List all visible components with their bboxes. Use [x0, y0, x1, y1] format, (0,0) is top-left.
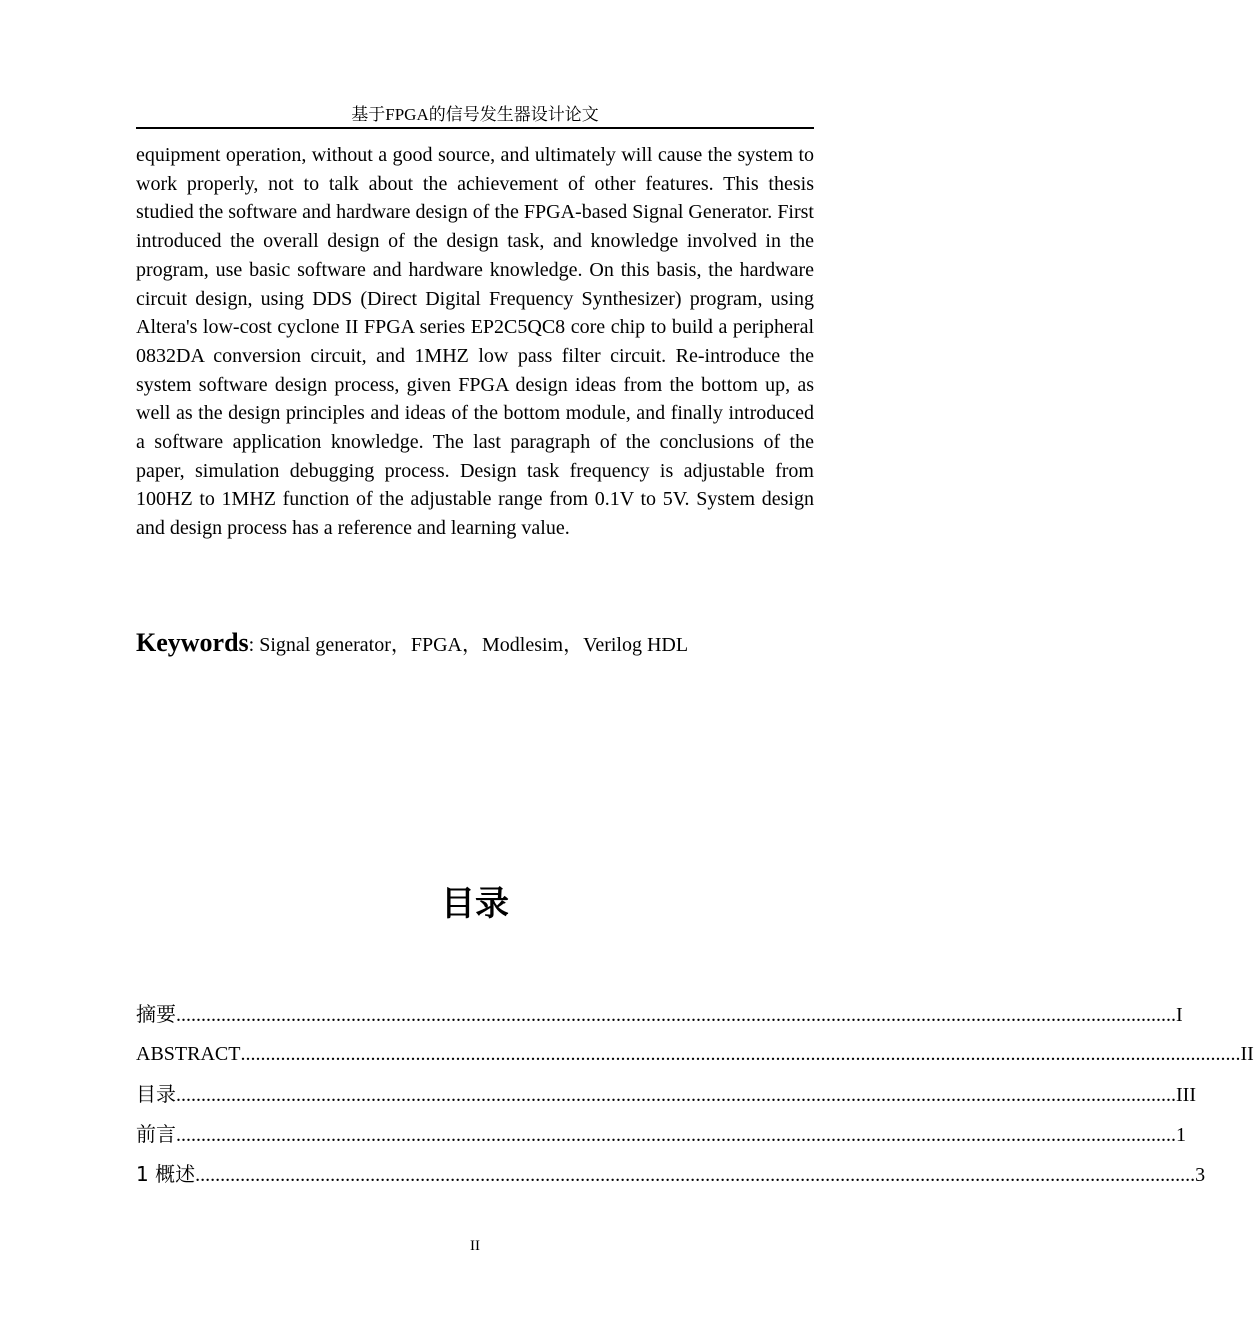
toc-leader-dots: ........................................................................................................................................................................................................ [240, 1043, 1241, 1065]
toc-leader-dots: ........................................................................................................................................................................................................ [176, 1004, 1176, 1026]
toc-entry-abstract-en[interactable] [136, 1038, 1254, 1078]
table-of-contents [136, 998, 1254, 1198]
toc-entry-page: III [1176, 1084, 1196, 1106]
keywords-label: Keywords [136, 628, 249, 657]
toc-entry-label: 前言 [136, 1122, 176, 1146]
keywords-line [136, 626, 814, 662]
page-number: II [470, 1238, 480, 1254]
keywords-separator: : [248, 634, 260, 656]
toc-entry-label: 摘要 [136, 1002, 176, 1026]
keywords-value: Signal generator，FPGA，Modlesim，Verilog HDL [259, 634, 689, 656]
toc-entry-contents[interactable] [136, 1078, 1196, 1118]
toc-entry-page: 1 [1176, 1124, 1186, 1146]
toc-leader-dots: ........................................................................................................................................................................................................ [176, 1124, 1176, 1146]
toc-entry-label: 1 概述 [136, 1162, 196, 1186]
toc-leader-dots: ........................................................................................................................................................................................................ [195, 1164, 1196, 1186]
toc-entry-page: II [1240, 1043, 1254, 1065]
header-rule [136, 127, 814, 129]
toc-entry-overview[interactable] [136, 1158, 1206, 1198]
toc-entry-abstract-cn[interactable] [136, 998, 1183, 1038]
toc-entry-preface[interactable] [136, 1118, 1186, 1158]
toc-entry-label: 目录 [136, 1082, 176, 1106]
toc-leader-dots: ........................................................................................................................................................................................................ [176, 1084, 1176, 1106]
toc-title: 目录 [441, 884, 509, 924]
toc-entry-page: I [1176, 1004, 1183, 1026]
toc-entry-label: ABSTRACT [136, 1043, 241, 1065]
abstract-paragraph: equipment operation, without a good source, and ultimately will cause the system to work properly, not to talk about the achievement of other features. This thesis studied the software and hardware design of the FPGA-based Signal Generator. First introduced the overall design of the design task, and knowledge involved in the program, use basic software and hardware knowledge. On this basis, the hardware circuit design, using DDS (Direct Digital Frequency Synthesizer) program, using Altera's low-cost cyclone II FPGA series EP2C5QC8 core chip to build a peripheral 0832DA conversion circuit, and 1MHZ low pass filter circuit. Re-introduce the system software design process, given FPGA design ideas from the bottom up, as well as the design principles and ideas of the bottom module, and finally introduced a software application knowledge. The last paragraph of the conclusions of the paper, simulation debugging process. Design task frequency is adjustable from 100HZ to 1MHZ function of the adjustable range from 0.1V to 5V. System design and design process has a reference and learning value. [136, 144, 814, 540]
running-header: 基于FPGA的信号发生器设计论文 [351, 105, 599, 124]
toc-entry-page: 3 [1195, 1164, 1206, 1186]
